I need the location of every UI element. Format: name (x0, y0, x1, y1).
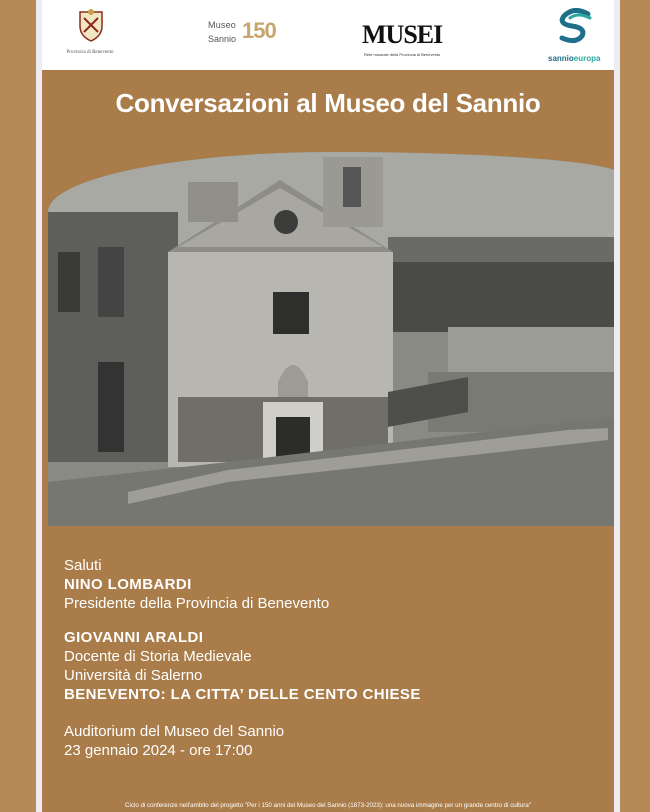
provincia-caption: Provincia di Benevento (66, 50, 114, 55)
event-datetime: 23 gennaio 2024 - ore 17:00 (64, 742, 253, 759)
museo150-line1: Museo (208, 20, 237, 30)
logo-bar (42, 0, 614, 70)
greetings-label: Saluti (64, 557, 102, 574)
event-details (64, 722, 284, 760)
greetings-block (64, 556, 329, 613)
greetings-role: Presidente della Provincia di Benevento (64, 595, 330, 612)
provincia-logo (60, 6, 120, 66)
europa-word: europa (573, 54, 601, 63)
event-poster (36, 0, 620, 812)
left-margin (0, 0, 36, 812)
s-logo-icon (556, 8, 596, 44)
speaker-name: GIOVANNI ARALDI (64, 629, 204, 646)
sannio-europa-logo (542, 6, 612, 66)
musei-subtitle: Rete museale della Provincia di Benevento (364, 52, 441, 57)
greetings-name: NINO LOMBARDI (64, 576, 192, 593)
museo-150-logo (202, 6, 282, 66)
crest-icon (77, 8, 105, 42)
museo150-line2: Sannio (208, 34, 237, 44)
sannio-word: sannio (548, 54, 574, 63)
event-venue: Auditorium del Museo del Sannio (64, 723, 285, 740)
musei-wordmark: MUSEI (362, 20, 443, 49)
talk-title: BENEVENTO: LA CITTA’ DELLE CENTO CHIESE (64, 686, 421, 703)
footer-note: Ciclo di conferenze nell'ambito del progetto "Per i 150 anni del Museo del Sannio (1873-2023): una nuova immagine per un grande centro di cultura" (125, 802, 531, 809)
historic-church-photo (48, 152, 620, 526)
musei-logo (362, 6, 452, 66)
speaker-role: Docente di Storia Medievale (64, 648, 252, 665)
speaker-affiliation: Università di Salerno (64, 667, 203, 684)
right-margin (620, 0, 650, 812)
sannio-europa-wordmark (548, 54, 600, 63)
poster-title: Conversazioni al Museo del Sannio (115, 88, 541, 118)
museo150-number: 150 (242, 18, 276, 43)
speaker-block (64, 628, 421, 704)
